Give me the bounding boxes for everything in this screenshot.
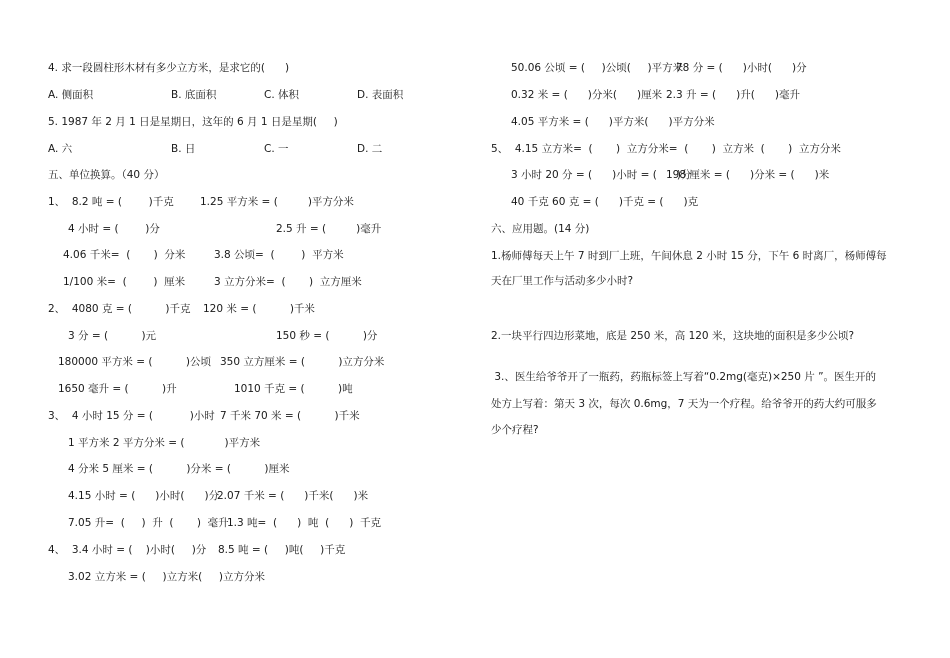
conversion-item: 1/100 米= ( ) 厘米 [63, 276, 186, 288]
conversion-item: 5、 4.15 立方米= ( ) 立方分米= ( ) 立方米 ( ) 立方分米 [491, 143, 841, 155]
conversion-item: 2.3 升 = ( )升( )毫升 [666, 89, 800, 101]
section-6-heading: 六、应用题。(14 分) [491, 223, 590, 235]
conversion-item: 3 小时 20 分 = ( )小时 = ( )分 [511, 169, 692, 181]
conversion-item: 120 米 = ( )千米 [203, 303, 315, 315]
conversion-item: 1、 8.2 吨 = ( )千克 [48, 196, 174, 208]
problem-1-line-2: 天在厂里工作与活动多少小时? [491, 275, 634, 287]
q5-option-d: D. 二 [357, 143, 383, 155]
conversion-item: 7 千米 70 米 = ( )千米 [220, 410, 360, 422]
conversion-item: 1.3 吨= ( ) 吨 ( ) 千克 [227, 517, 381, 529]
conversion-item: 4.05 平方米 = ( )平方米( )平方分米 [511, 116, 715, 128]
q5-option-a: A. 六 [48, 143, 73, 155]
problem-1-line-1: 1.杨师傅每天上午 7 时到厂上班，午间休息 2 小时 15 分，下午 6 时离厂，杨师傅每 [491, 250, 887, 262]
conversion-item: 3、 4 小时 15 分 = ( )小时 [48, 410, 215, 422]
q5-option-b: B. 日 [171, 143, 196, 155]
conversion-item: 2.07 千米 = ( )千米( )米 [217, 490, 369, 502]
question-5: 5. 1987 年 2 月 1 日是星期日，这年的 6 月 1 日是星期( ) [48, 116, 338, 128]
conversion-item: 1.25 平方米 = ( )平方分米 [200, 196, 354, 208]
question-4: 4. 求一段圆柱形木材有多少立方米，是求它的( ) [48, 62, 290, 74]
q4-option-d: D. 表面积 [357, 89, 404, 101]
conversion-item: 1650 毫升 = ( )升 [58, 383, 177, 395]
conversion-item: 4.06 千米= ( ) 分米 [63, 249, 186, 261]
conversion-item: 8.5 吨 = ( )吨( )千克 [218, 544, 346, 556]
conversion-item: 40 千克 60 克 = ( )千克 = ( )克 [511, 196, 699, 208]
q5-option-c: C. 一 [264, 143, 289, 155]
conversion-item: 4 分米 5 厘米 = ( )分米 = ( )厘米 [68, 463, 290, 475]
conversion-item: 4、 3.4 小时 = ( )小时( )分 [48, 544, 207, 556]
q4-option-a: A. 侧面积 [48, 89, 94, 101]
conversion-item: 350 立方厘米 = ( )立方分米 [220, 356, 385, 368]
conversion-item: 3 分 = ( )元 [68, 330, 157, 342]
conversion-item: 180000 平方米 = ( )公顷 [58, 356, 211, 368]
conversion-item: 7.05 升= ( ) 升 ( ) 毫升 [68, 517, 229, 529]
conversion-item: 150 秒 = ( )分 [276, 330, 378, 342]
conversion-item: 3.8 公顷= ( ) 平方米 [214, 249, 344, 261]
conversion-item: 78 分 = ( )小时( )分 [676, 62, 807, 74]
conversion-item: 4 小时 = ( )分 [68, 223, 160, 235]
conversion-item: 2、 4080 克 = ( )千克 [48, 303, 191, 315]
conversion-item: 50.06 公顷 = ( )公顷( )平方米 [511, 62, 684, 74]
conversion-item: 1010 千克 = ( )吨 [234, 383, 353, 395]
conversion-item: 0.32 米 = ( )分米( )厘米 [511, 89, 663, 101]
conversion-item: 1 平方米 2 平方分米 = ( )平方米 [68, 437, 261, 449]
conversion-item: 3.02 立方米 = ( )立方米( )立方分米 [68, 571, 265, 583]
section-5-heading: 五、单位换算。（40 分） [48, 169, 165, 181]
problem-3-line-2: 处方上写着：第天 3 次，每次 0.6mg，7 天为一个疗程。给爷爷开的药大约可服多 [491, 398, 877, 410]
q4-option-b: B. 底面积 [171, 89, 217, 101]
conversion-item: 2.5 升 = ( )毫升 [276, 223, 382, 235]
problem-3-line-3: 少个疗程? [491, 424, 539, 436]
conversion-item: 198 厘米 = ( )分米 = ( )米 [666, 169, 830, 181]
conversion-item: 4.15 小时 = ( )小时( )分 [68, 490, 220, 502]
problem-2: 2.一块平行四边形菜地，底是 250 米，高 120 米，这块地的面积是多少公顷? [491, 330, 855, 342]
q4-option-c: C. 体积 [264, 89, 300, 101]
problem-3-line-1: 3.、医生给爷爷开了一瓶药，药瓶标签上写着“0.2mg(毫克)×250 片 ”。医生开的 [491, 371, 877, 383]
conversion-item: 3 立方分米= ( ) 立方厘米 [214, 276, 362, 288]
